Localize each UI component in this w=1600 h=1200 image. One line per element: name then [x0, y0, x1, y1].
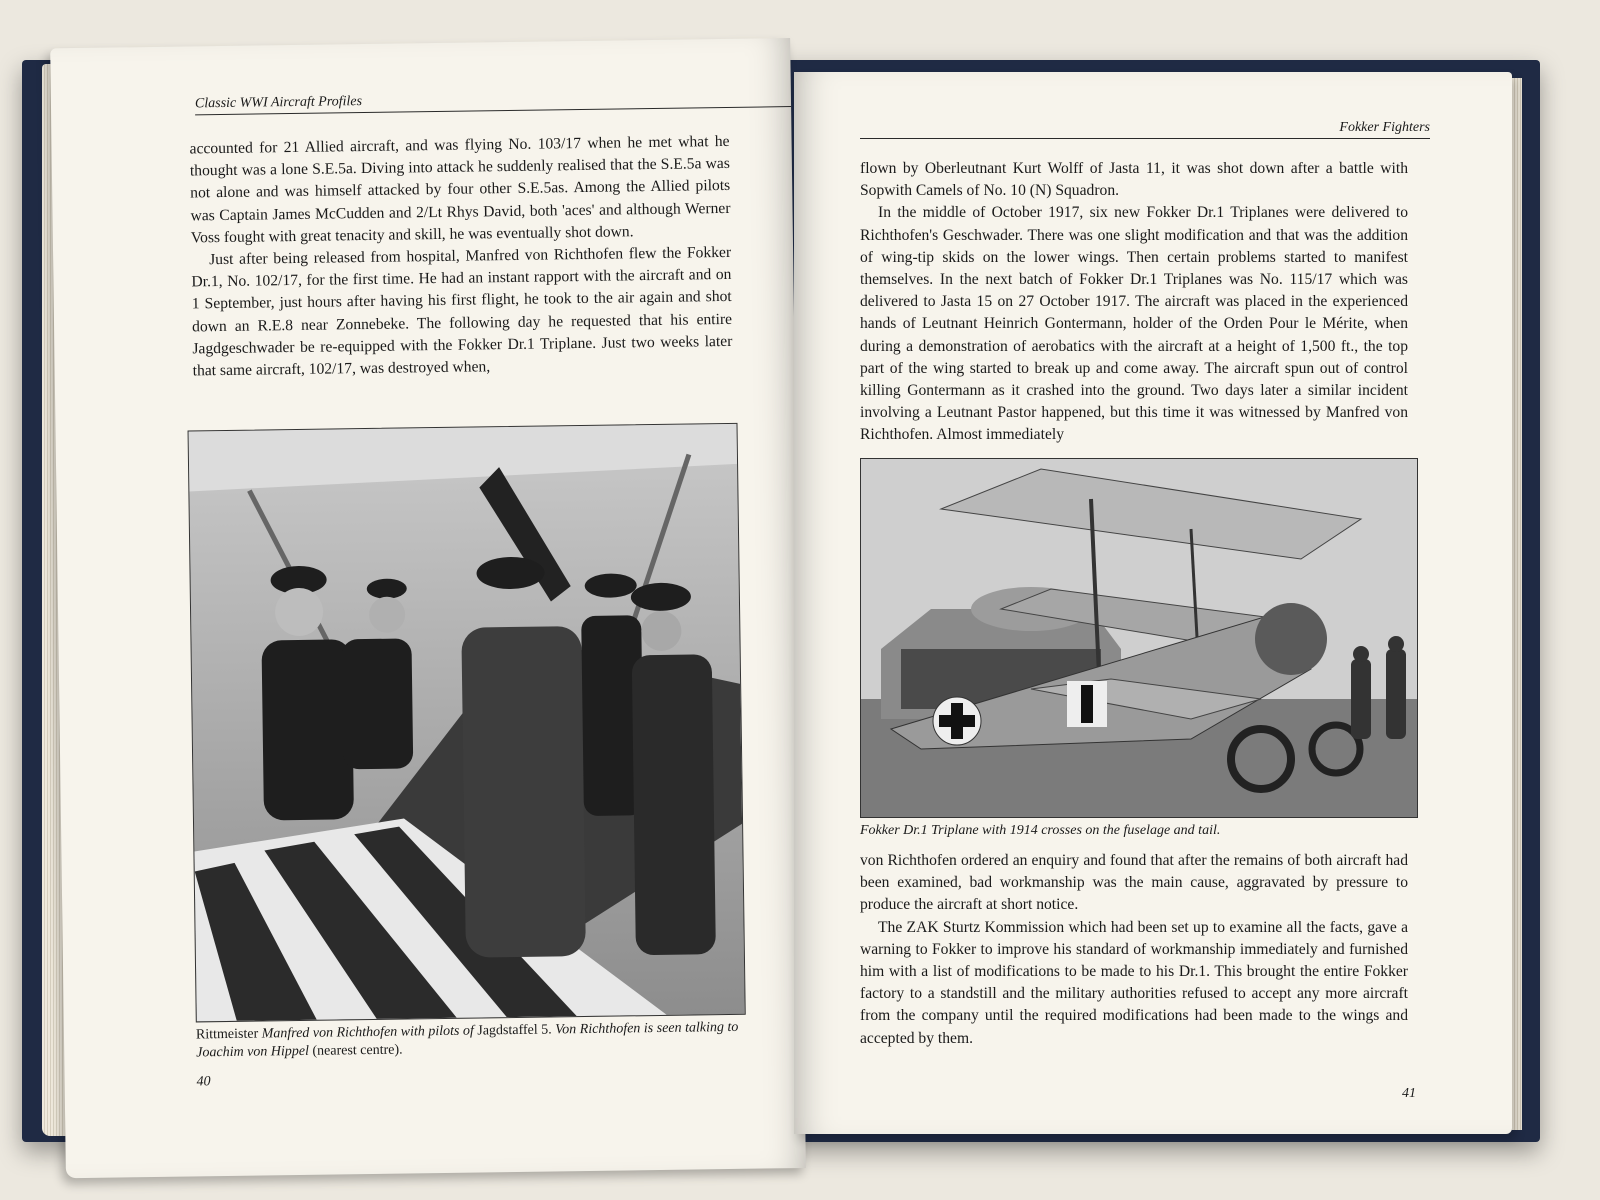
caption-part: Manfred von Richthofen with pilots of — [261, 1023, 474, 1042]
caption-part: Jagdstaffel 5. — [473, 1022, 556, 1039]
right-body-text-top — [860, 158, 1408, 447]
right-page — [794, 72, 1512, 1134]
page-number-left: 40 — [196, 1074, 211, 1090]
fokker-triplane-photo — [860, 458, 1418, 818]
running-head-right: Fokker Fighters — [860, 120, 1430, 139]
page-number-right: 41 — [1402, 1086, 1416, 1101]
right-photo-caption: Fokker Dr.1 Triplane with 1914 crosses on the fuselage and tail. — [860, 823, 1221, 838]
running-head-left: Classic WWI Aircraft Profiles — [195, 88, 795, 115]
paragraph: flown by Oberleutnant Kurt Wolff of Jasta 11, it was shot down after a battle with Sopwith Camels of No. 10 (N) Squadron. — [860, 160, 1408, 200]
right-body-text-bottom — [860, 850, 1408, 1050]
left-page — [50, 38, 806, 1178]
caption-part: Rittmeister — [195, 1026, 262, 1043]
paragraph: Just after being released from hospital, Manfred von Richthofen flew the Fokker Dr.1, No. 102/17, for the first time. He had an instant rapport with the aircraft and on 1 September, just hours after having his first flight, he took to the air again and shot down an R.E.8 near Zonnebeke. The following day he requested that his entire Jagdgeschwader be re-equipped with the Fokker Dr.1 Triplane. Just two weeks later that same aircraft, 102/17, was destroyed when, — [191, 243, 733, 380]
richthofen-pilots-photo — [188, 423, 746, 1023]
left-photo-caption — [196, 1019, 756, 1063]
paragraph: The ZAK Sturtz Kommission which had been set up to examine all the facts, gave a warning to Fokker to improve his standard of workmanship immediately and furnished him with a list of modifications to be made to his Dr.1. This brought the entire Fokker factory to a standstill and the military authorities refused to accept any more aircraft from the company until the required modifications had been made to the wings and accepted by them. — [860, 918, 1408, 1047]
left-body-text — [189, 131, 732, 383]
paragraph: von Richthofen ordered an enquiry and found that after the remains of both aircraft had been examined, bad workmanship was the main cause, aggravated by pressure to produce the aircraft at short notice. — [860, 852, 1408, 914]
paragraph: accounted for 21 Allied aircraft, and was flying No. 103/17 when he met what he thought was a lone S.E.5a. Diving into attack he suddenly realised that the S.E.5a was not alone and was himself attacked by four other S.E.5as. Among the Allied pilots was Captain James McCudden and 2/Lt Rhys David, both 'aces' and although Werner Voss fought with great tenacity and skill, he was eventually shot down. — [189, 132, 731, 247]
caption-part: (nearest centre). — [308, 1042, 403, 1059]
paragraph: In the middle of October 1917, six new Fokker Dr.1 Triplanes were delivered to Richthofen's Geschwader. There was one slight modification and that was the addition of wing-tip skids on the lower wings. Then certain problems started to manifest themselves. In the next batch of Fokker Dr.1 Triplanes was No. 115/17 which was delivered to Jasta 15 on 27 October 1917. The aircraft was placed in the experienced hands of Leutnant Heinrich Gontermann, holder of the Orden Pour le Mérite, when during a demonstration of aerobatics with the aircraft at a height of 1,500 ft., the top part of the wing started to break up and come away. The aircraft spun out of control killing Gontermann as it crashed into the ground. Two days later a similar incident involving a Leutnant Pastor happened, but this time it was witnessed by Manfred von Richthofen. Almost immediately — [860, 204, 1408, 444]
caption-part: Von Richthofen is seen talking to Joachim von Hippel — [196, 1019, 739, 1061]
